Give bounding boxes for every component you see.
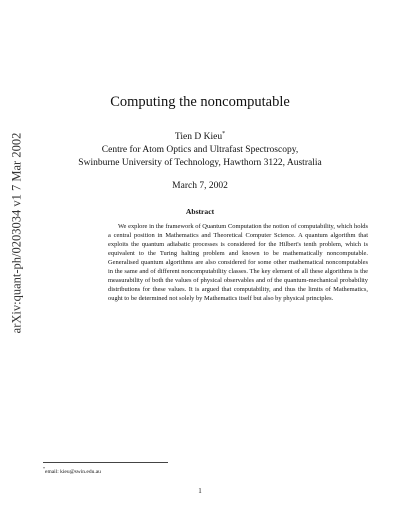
footnote [43,466,101,475]
abstract-heading: Abstract [185,207,215,216]
affiliation-line-1: Centre for Atom Optics and Ultrafast Spectroscopy, [101,145,299,155]
page-number: 1 [198,487,202,495]
author-line [0,131,400,142]
affiliation-line-2: Swinburne University of Technology, Hawthorn 3122, Australia [78,158,322,168]
author-footnote-mark: * [222,131,226,137]
author-name: Tien D Kieu [174,132,223,143]
abstract-body: We explore in the framework of Quantum Computation the notion of computability, which holds a central position in Mathematics and Theoretical Computer Science. A quantum algorithm that exploits the quantum adiabatic processes is considered for the Hilbert's tenth problem, which is equivalent to the Turing halting problem and known to be mathematically noncomputable. Generalised quantum algorithms are also considered for some other mathematical noncomputables in the same and of different noncomputability classes. The key element of all these algorithms is the measurability of both the values of physical observables and of the quantum-mechanical probability distributions for these values. It is argued that computability, and thus the limits of Mathematics, ought to be determined not solely by Mathematics itself but also by physical principles. [108,223,368,303]
footnote-email: email: kieu@swin.edu.au [45,468,101,475]
paper-date: March 7, 2002 [172,181,228,191]
arxiv-identifier: arXiv:quant-ph/0203034 v1 7 Mar 2002 [9,132,24,334]
footnote-divider [43,462,168,463]
paper-title: Computing the noncomputable [110,94,290,110]
footnote-mark: * [43,466,45,471]
